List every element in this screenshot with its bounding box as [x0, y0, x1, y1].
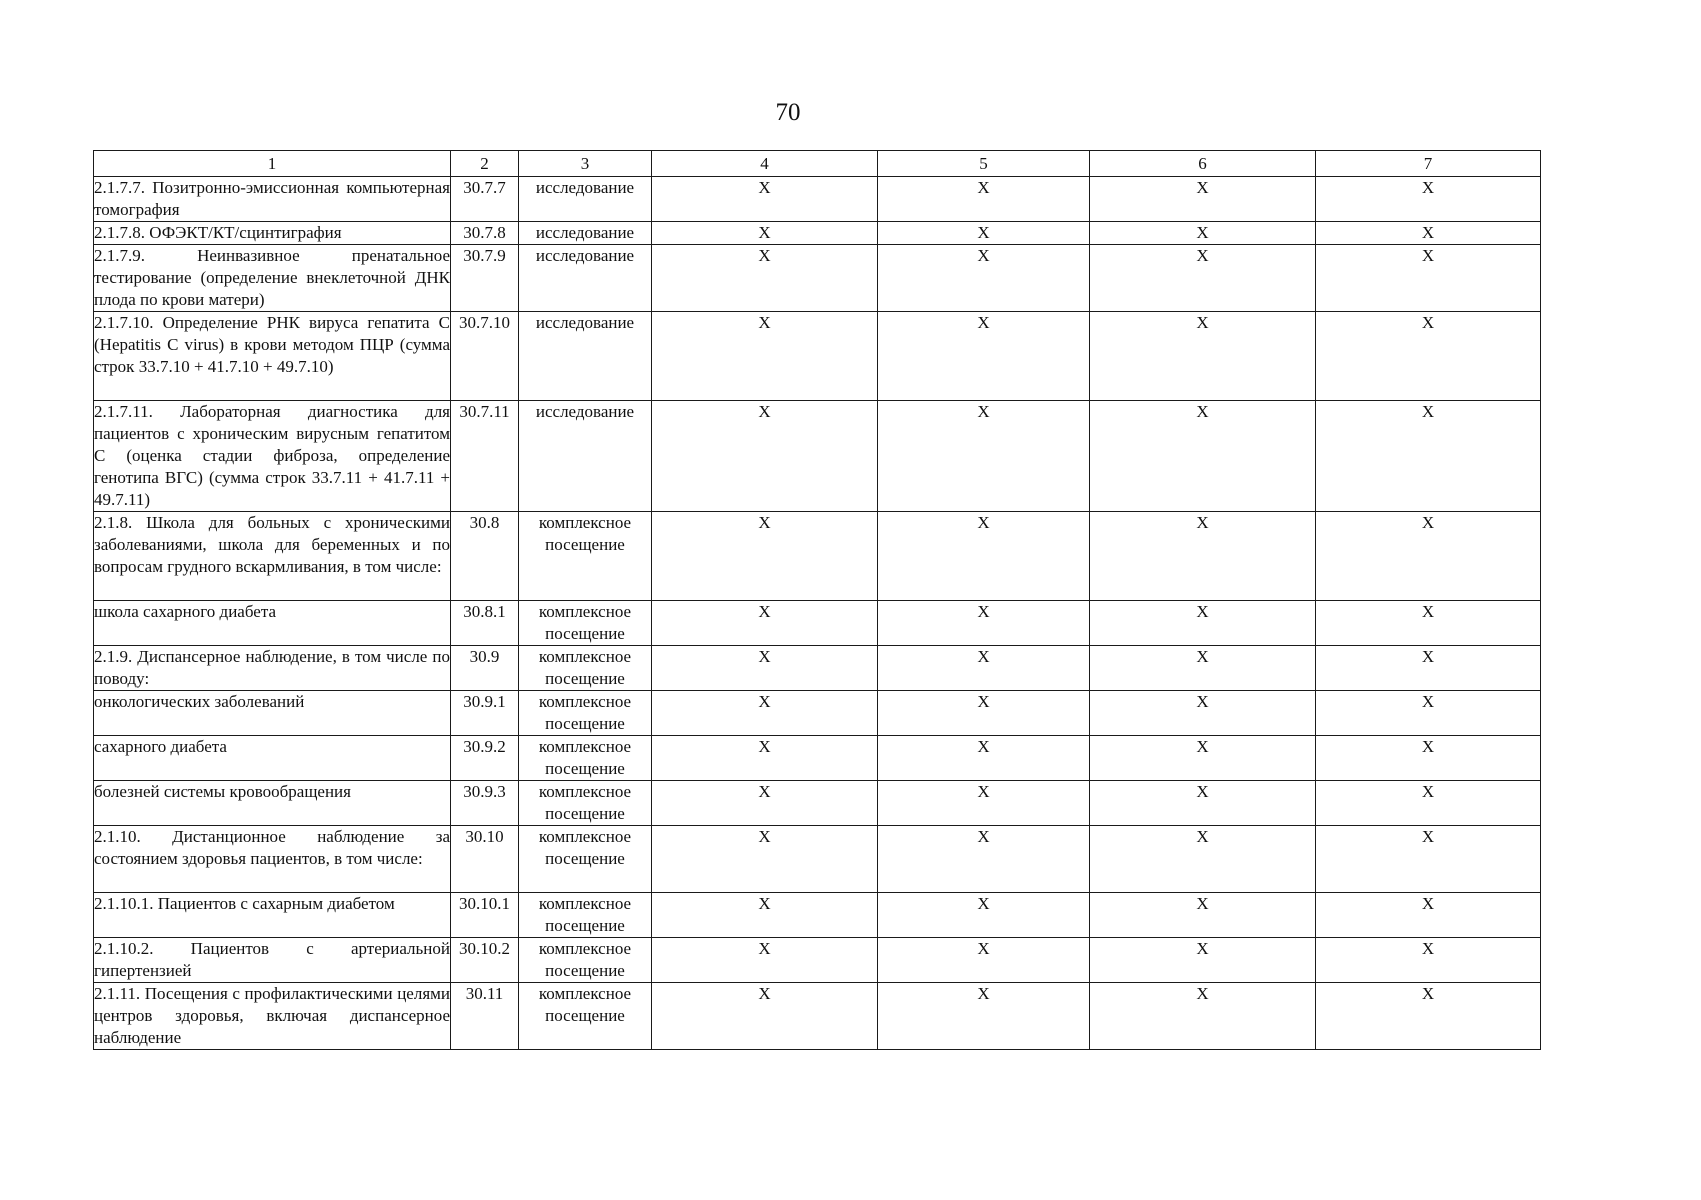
row-unit: исследование [519, 222, 652, 245]
cell-col4: Х [652, 312, 878, 401]
cell-col4: Х [652, 781, 878, 826]
data-table [93, 150, 1541, 1050]
cell-col7: Х [1316, 245, 1541, 312]
cell-col4: Х [652, 893, 878, 938]
row-code: 30.9.3 [451, 781, 519, 826]
cell-col7: Х [1316, 938, 1541, 983]
cell-col7: Х [1316, 222, 1541, 245]
cell-col5: Х [878, 245, 1090, 312]
cell-col6: Х [1090, 736, 1316, 781]
row-unit: комплексное посещение [519, 983, 652, 1050]
row-code: 30.10 [451, 826, 519, 893]
cell-col4: Х [652, 736, 878, 781]
cell-col5: Х [878, 512, 1090, 601]
cell-col5: Х [878, 736, 1090, 781]
cell-col5: Х [878, 938, 1090, 983]
column-header-4: 4 [652, 151, 878, 177]
cell-col4: Х [652, 177, 878, 222]
row-unit: исследование [519, 177, 652, 222]
column-header-1: 1 [94, 151, 451, 177]
row-name: 2.1.9. Диспансерное наблюдение, в том числе по поводу: [94, 646, 451, 691]
page-number: 70 [775, 99, 801, 126]
row-code: 30.8.1 [451, 601, 519, 646]
column-header-5: 5 [878, 151, 1090, 177]
cell-col6: Х [1090, 893, 1316, 938]
cell-col4: Х [652, 983, 878, 1050]
cell-col4: Х [652, 222, 878, 245]
row-code: 30.11 [451, 983, 519, 1050]
cell-col6: Х [1090, 312, 1316, 401]
cell-col5: Х [878, 177, 1090, 222]
row-unit: комплексное посещение [519, 736, 652, 781]
table-row [94, 312, 1541, 401]
row-unit: исследование [519, 245, 652, 312]
cell-col6: Х [1090, 938, 1316, 983]
row-code: 30.7.9 [451, 245, 519, 312]
row-name: 2.1.8. Школа для больных с хроническими заболеваниями, школа для беременных и по вопросам грудного вскармливания, в том числе: [94, 512, 451, 601]
cell-col4: Х [652, 512, 878, 601]
row-code: 30.10.1 [451, 893, 519, 938]
cell-col6: Х [1090, 401, 1316, 512]
row-unit: комплексное посещение [519, 691, 652, 736]
cell-col7: Х [1316, 401, 1541, 512]
cell-col4: Х [652, 691, 878, 736]
cell-col7: Х [1316, 781, 1541, 826]
cell-col4: Х [652, 646, 878, 691]
cell-col6: Х [1090, 601, 1316, 646]
row-unit: комплексное посещение [519, 601, 652, 646]
row-name: 2.1.7.7. Позитронно-эмиссионная компьютерная томография [94, 177, 451, 222]
row-unit: комплексное посещение [519, 893, 652, 938]
cell-col7: Х [1316, 826, 1541, 893]
row-name: 2.1.10. Дистанционное наблюдение за состоянием здоровья пациентов, в том числе: [94, 826, 451, 893]
cell-col5: Х [878, 222, 1090, 245]
row-name: 2.1.11. Посещения с профилактическими целями центров здоровья, включая диспансерное наблюдение [94, 983, 451, 1050]
cell-col6: Х [1090, 691, 1316, 736]
row-code: 30.7.11 [451, 401, 519, 512]
row-name: школа сахарного диабета [94, 601, 451, 646]
cell-col6: Х [1090, 512, 1316, 601]
row-unit: комплексное посещение [519, 826, 652, 893]
cell-col4: Х [652, 601, 878, 646]
row-code: 30.8 [451, 512, 519, 601]
table-row [94, 826, 1541, 893]
row-code: 30.7.10 [451, 312, 519, 401]
table-row [94, 736, 1541, 781]
cell-col7: Х [1316, 736, 1541, 781]
column-header-2: 2 [451, 151, 519, 177]
row-name: болезней системы кровообращения [94, 781, 451, 826]
row-unit: комплексное посещение [519, 938, 652, 983]
cell-col5: Х [878, 691, 1090, 736]
column-header-6: 6 [1090, 151, 1316, 177]
table-row [94, 245, 1541, 312]
row-unit: комплексное посещение [519, 512, 652, 601]
row-code: 30.9.2 [451, 736, 519, 781]
cell-col5: Х [878, 601, 1090, 646]
cell-col5: Х [878, 401, 1090, 512]
cell-col6: Х [1090, 177, 1316, 222]
cell-col5: Х [878, 646, 1090, 691]
row-name: 2.1.7.8. ОФЭКТ/КТ/сцинтиграфия [94, 222, 451, 245]
cell-col7: Х [1316, 691, 1541, 736]
row-name: 2.1.7.10. Определение РНК вируса гепатита С (Hepatitis C virus) в крови методом ПЦР (сумма строк 33.7.10 + 41.7.10 + 49.7.10) [94, 312, 451, 401]
cell-col6: Х [1090, 646, 1316, 691]
table-row [94, 781, 1541, 826]
header-row [94, 151, 1541, 177]
cell-col7: Х [1316, 601, 1541, 646]
cell-col4: Х [652, 401, 878, 512]
table-row [94, 512, 1541, 601]
cell-col5: Х [878, 312, 1090, 401]
table-row [94, 401, 1541, 512]
cell-col5: Х [878, 826, 1090, 893]
cell-col5: Х [878, 781, 1090, 826]
row-code: 30.9.1 [451, 691, 519, 736]
table-row [94, 983, 1541, 1050]
cell-col7: Х [1316, 646, 1541, 691]
row-code: 30.9 [451, 646, 519, 691]
row-unit: исследование [519, 401, 652, 512]
cell-col4: Х [652, 826, 878, 893]
row-name: сахарного диабета [94, 736, 451, 781]
cell-col6: Х [1090, 222, 1316, 245]
row-name: 2.1.7.11. Лабораторная диагностика для пациентов с хроническим вирусным гепатитом С (оценка стадии фиброза, определение генотипа ВГС) (сумма строк 33.7.11 + 41.7.11 + 49.7.11) [94, 401, 451, 512]
cell-col6: Х [1090, 826, 1316, 893]
row-name: онкологических заболеваний [94, 691, 451, 736]
table-row [94, 646, 1541, 691]
row-unit: комплексное посещение [519, 781, 652, 826]
column-header-7: 7 [1316, 151, 1541, 177]
cell-col7: Х [1316, 177, 1541, 222]
cell-col6: Х [1090, 245, 1316, 312]
cell-col4: Х [652, 938, 878, 983]
cell-col4: Х [652, 245, 878, 312]
row-name: 2.1.10.2. Пациентов с артериальной гипертензией [94, 938, 451, 983]
cell-col6: Х [1090, 781, 1316, 826]
table-row [94, 893, 1541, 938]
row-code: 30.7.8 [451, 222, 519, 245]
cell-col5: Х [878, 983, 1090, 1050]
cell-col6: Х [1090, 983, 1316, 1050]
table-row [94, 691, 1541, 736]
cell-col7: Х [1316, 512, 1541, 601]
row-code: 30.10.2 [451, 938, 519, 983]
cell-col5: Х [878, 893, 1090, 938]
row-name: 2.1.10.1. Пациентов с сахарным диабетом [94, 893, 451, 938]
row-code: 30.7.7 [451, 177, 519, 222]
row-unit: исследование [519, 312, 652, 401]
cell-col7: Х [1316, 312, 1541, 401]
table-row [94, 222, 1541, 245]
cell-col7: Х [1316, 983, 1541, 1050]
table-row [94, 601, 1541, 646]
row-unit: комплексное посещение [519, 646, 652, 691]
table-row [94, 177, 1541, 222]
cell-col7: Х [1316, 893, 1541, 938]
column-header-3: 3 [519, 151, 652, 177]
row-name: 2.1.7.9. Неинвазивное пренатальное тестирование (определение внеклеточной ДНК плода по крови матери) [94, 245, 451, 312]
table-row [94, 938, 1541, 983]
